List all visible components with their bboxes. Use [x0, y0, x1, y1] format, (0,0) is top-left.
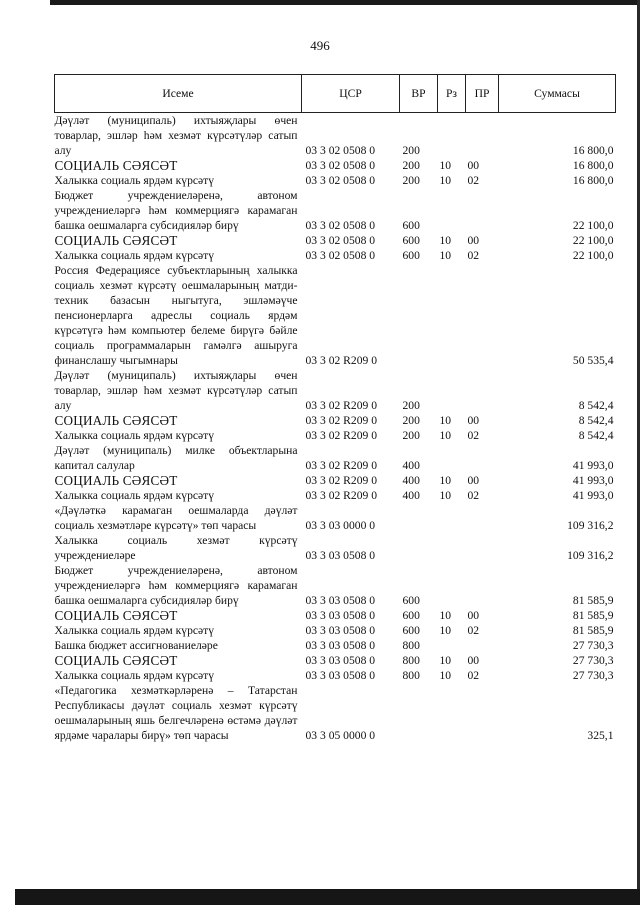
cell-name: Халыкка социаль ярдәм күрсәтү	[54, 174, 215, 187]
cell-vr: 200	[402, 429, 420, 442]
scan-edge-top	[50, 0, 640, 5]
cell-pr: 00	[467, 474, 480, 487]
cell-pr: 02	[467, 249, 480, 262]
cell-sum: 22 100,0	[572, 219, 614, 232]
cell-rz: 10	[439, 474, 452, 487]
cell-vr	[400, 683, 438, 743]
cell-csr: 03 3 05 0000 0	[305, 729, 376, 742]
cell-csr: 03 3 02 0508 0	[305, 219, 376, 232]
cell-rz: 10	[439, 414, 452, 427]
cell-name: СОЦИАЛЬ СӘЯСӘТ	[54, 653, 178, 668]
cell-sum: 109 316,2	[567, 549, 614, 562]
cell-vr: 800	[402, 669, 420, 682]
cell-sum: 27 730,3	[572, 639, 614, 652]
cell-rz: 10	[439, 489, 452, 502]
cell-pr: 00	[467, 234, 480, 247]
cell-name: Дәүләт (муниципаль) милке объектларына капитал салулар	[54, 444, 298, 472]
table-header-row	[55, 75, 616, 113]
cell-vr: 600	[402, 594, 420, 607]
cell-sum: 41 993,0	[572, 489, 614, 502]
cell-pr: 02	[467, 669, 480, 682]
cell-vr: 400	[402, 474, 420, 487]
cell-name: Халыкка социаль ярдәм күрсәтү	[54, 249, 215, 262]
table-row	[55, 413, 616, 428]
cell-name: СОЦИАЛЬ СӘЯСӘТ	[54, 413, 178, 428]
cell-rz: 10	[439, 159, 452, 172]
cell-name: Халыкка социаль ярдәм күрсәтү	[54, 429, 215, 442]
cell-rz	[438, 638, 466, 653]
column-header-rz: Рз	[438, 75, 466, 113]
cell-rz: 10	[439, 609, 452, 622]
cell-sum: 27 730,3	[572, 654, 614, 667]
cell-rz: 10	[439, 624, 452, 637]
table-row	[55, 488, 616, 503]
cell-rz	[438, 503, 466, 533]
cell-pr	[466, 368, 499, 413]
scan-edge-bottom	[15, 889, 640, 905]
column-header-sum: Суммасы	[499, 75, 616, 113]
cell-csr: 03 3 03 0508 0	[305, 549, 376, 562]
cell-name: Бюджет учреждениеләренә, автоном учреждениеләргә һәм коммерциягә карамаган башка оешмаларга субсидияләр бирү	[54, 189, 298, 232]
cell-csr: 03 3 02 0508 0	[305, 174, 376, 187]
cell-rz	[438, 563, 466, 608]
cell-sum: 41 993,0	[572, 474, 614, 487]
cell-sum: 22 100,0	[572, 249, 614, 262]
cell-vr: 200	[402, 144, 420, 157]
table-row	[55, 173, 616, 188]
cell-pr	[466, 503, 499, 533]
cell-rz	[438, 368, 466, 413]
cell-pr: 00	[467, 159, 480, 172]
cell-csr: 03 3 02 0508 0	[305, 159, 376, 172]
cell-csr: 03 3 02 R209 0	[305, 354, 377, 367]
cell-csr: 03 3 02 0508 0	[305, 144, 376, 157]
table-row	[55, 248, 616, 263]
cell-sum: 50 535,4	[572, 354, 614, 367]
cell-rz: 10	[439, 669, 452, 682]
cell-sum: 81 585,9	[572, 594, 614, 607]
table-row	[55, 368, 616, 413]
cell-rz	[438, 533, 466, 563]
cell-vr: 200	[402, 174, 420, 187]
cell-csr: 03 3 02 R209 0	[305, 474, 377, 487]
cell-name: Халыкка социаль хезмәт күрсәтү учреждениеләре	[54, 534, 298, 562]
cell-sum: 81 585,9	[572, 609, 614, 622]
cell-sum: 16 800,0	[572, 159, 614, 172]
table-row	[55, 668, 616, 683]
cell-sum: 8 542,4	[578, 429, 614, 442]
table-row	[55, 653, 616, 668]
cell-pr: 02	[467, 489, 480, 502]
cell-sum: 27 730,3	[572, 669, 614, 682]
cell-vr: 800	[402, 639, 420, 652]
page-number: 496	[310, 38, 330, 53]
cell-sum: 22 100,0	[572, 234, 614, 247]
table-row	[55, 683, 616, 743]
cell-pr: 00	[467, 609, 480, 622]
cell-pr: 02	[467, 174, 480, 187]
cell-vr	[400, 533, 438, 563]
cell-vr: 600	[402, 624, 420, 637]
cell-csr: 03 3 03 0508 0	[305, 609, 376, 622]
cell-name: Башка бюджет ассигнованиеләре	[54, 639, 218, 652]
cell-pr: 02	[467, 429, 480, 442]
cell-name: СОЦИАЛЬ СӘЯСӘТ	[54, 608, 178, 623]
cell-vr: 600	[402, 249, 420, 262]
cell-pr: 00	[467, 414, 480, 427]
cell-name: Дәүләт (муниципаль) ихтыяҗлары өчен товарлар, эшләр һәм хезмәт күрсәтүләр сатып алу	[54, 114, 298, 157]
cell-rz: 10	[439, 174, 452, 187]
cell-rz: 10	[439, 429, 452, 442]
cell-rz	[438, 263, 466, 368]
table-row	[55, 623, 616, 638]
cell-name: СОЦИАЛЬ СӘЯСӘТ	[54, 158, 178, 173]
cell-sum: 16 800,0	[572, 174, 614, 187]
cell-pr	[466, 188, 499, 233]
cell-sum: 41 993,0	[572, 459, 614, 472]
cell-pr	[466, 113, 499, 159]
table-row	[55, 233, 616, 248]
cell-name: Бюджет учреждениеләренә, автоном учреждениеләргә һәм коммерциягә карамаган башка оешмаларга субсидияләр бирү	[54, 564, 298, 607]
cell-vr: 200	[402, 399, 420, 412]
cell-name: Дәүләт (муниципаль) ихтыяҗлары өчен товарлар, эшләр һәм хезмәт күрсәтүләр сатып алу	[54, 369, 298, 412]
cell-vr: 600	[402, 219, 420, 232]
cell-vr: 400	[402, 459, 420, 472]
column-header-pr: ПР	[466, 75, 499, 113]
cell-name: СОЦИАЛЬ СӘЯСӘТ	[54, 233, 178, 248]
cell-sum: 325,1	[587, 729, 614, 742]
table-row	[55, 443, 616, 473]
cell-csr: 03 3 02 R209 0	[305, 459, 377, 472]
cell-pr	[466, 443, 499, 473]
cell-rz: 10	[439, 249, 452, 262]
table-body	[55, 113, 616, 744]
cell-name: Халыкка социаль ярдәм күрсәтү	[54, 489, 215, 502]
cell-csr: 03 3 03 0508 0	[305, 654, 376, 667]
cell-rz	[438, 188, 466, 233]
cell-name: Халыкка социаль ярдәм күрсәтү	[54, 669, 215, 682]
cell-pr: 00	[467, 654, 480, 667]
cell-name: «Дәүләткә карамаган оешмаларда дәүләт социаль хезмәтләре күрсәтү» төп чарасы	[54, 504, 298, 532]
cell-csr: 03 3 02 R209 0	[305, 429, 377, 442]
cell-pr	[466, 533, 499, 563]
cell-csr: 03 3 03 0508 0	[305, 639, 376, 652]
cell-csr: 03 3 02 0508 0	[305, 234, 376, 247]
column-header-csr: ЦСР	[302, 75, 400, 113]
cell-vr	[400, 263, 438, 368]
cell-rz	[438, 683, 466, 743]
cell-rz	[438, 113, 466, 159]
cell-csr: 03 3 03 0000 0	[305, 519, 376, 532]
table-row	[55, 503, 616, 533]
cell-pr	[466, 683, 499, 743]
cell-csr: 03 3 02 R209 0	[305, 414, 377, 427]
cell-vr: 800	[402, 654, 420, 667]
cell-sum: 8 542,4	[578, 399, 614, 412]
cell-csr: 03 3 03 0508 0	[305, 669, 376, 682]
cell-sum: 8 542,4	[578, 414, 614, 427]
cell-name: СОЦИАЛЬ СӘЯСӘТ	[54, 473, 178, 488]
cell-rz: 10	[439, 234, 452, 247]
cell-name: «Педагогика хезмәткәрләренә – Татарстан Республикасы дәүләт социаль хезмәт күрсәтү оешмаларының яшь белгечләренә өстәмә дәүләт ярдәме чаралары бирү» төп чарасы	[54, 684, 298, 742]
cell-sum: 81 585,9	[572, 624, 614, 637]
cell-vr: 400	[402, 489, 420, 502]
table-row	[55, 563, 616, 608]
table-row	[55, 113, 616, 159]
cell-rz: 10	[439, 654, 452, 667]
column-header-vr: ВР	[400, 75, 438, 113]
budget-table	[54, 74, 616, 743]
table-row	[55, 263, 616, 368]
cell-name: Халыкка социаль ярдәм күрсәтү	[54, 624, 215, 637]
cell-vr: 600	[402, 234, 420, 247]
cell-vr: 200	[402, 159, 420, 172]
table-row	[55, 608, 616, 623]
cell-vr	[400, 503, 438, 533]
cell-csr: 03 3 02 R209 0	[305, 489, 377, 502]
cell-pr	[466, 638, 499, 653]
cell-pr	[466, 263, 499, 368]
table-row	[55, 533, 616, 563]
cell-vr: 600	[402, 609, 420, 622]
table-row	[55, 188, 616, 233]
cell-sum: 16 800,0	[572, 144, 614, 157]
column-header-name: Исеме	[55, 75, 302, 113]
cell-csr: 03 3 02 R209 0	[305, 399, 377, 412]
cell-pr: 02	[467, 624, 480, 637]
table-row	[55, 428, 616, 443]
table-row	[55, 158, 616, 173]
cell-pr	[466, 563, 499, 608]
cell-sum: 109 316,2	[567, 519, 614, 532]
cell-name: Россия Федерациясе субъектларының халыкка социаль хезмәт күрсәтү оешмаларының матди-техник базасын ныгытуга, эшләмәүче пенсионерларга адреслы социаль ярдәм күрсәтүгә һәм компьютер белеме бирүгә бәйле социаль программаларын гамәлгә ашыруга финанслашу чыгымнары	[54, 264, 298, 367]
cell-rz	[438, 443, 466, 473]
table-row	[55, 638, 616, 653]
cell-csr: 03 3 03 0508 0	[305, 624, 376, 637]
cell-vr: 200	[402, 414, 420, 427]
table-row	[55, 473, 616, 488]
cell-csr: 03 3 02 0508 0	[305, 249, 376, 262]
cell-csr: 03 3 03 0508 0	[305, 594, 376, 607]
